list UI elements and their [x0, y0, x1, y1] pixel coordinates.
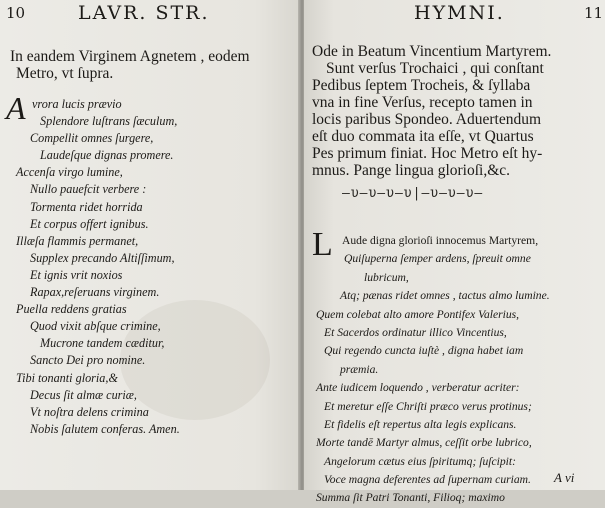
- verse-line: Et corpus offert ignibus.: [30, 216, 149, 231]
- verse-line: Vt noſtra delens crimina: [30, 404, 149, 419]
- right-running-head: HYMNI.: [414, 2, 505, 24]
- left-heading-line: Metro, vt ſupra.: [16, 65, 114, 82]
- left-page-number: 10: [6, 4, 26, 22]
- verse-line: Atq; pænas ridet omnes , tactus almo lumine.: [340, 289, 550, 303]
- verse-line: Quod vixit abſque crimine,: [30, 319, 161, 334]
- right-heading-line: Pes primum finiat. Hoc Metro eſt hy-: [312, 145, 543, 162]
- left-heading: [10, 48, 295, 82]
- verse-line: Et fidelis eſt repertus alta legis explicans.: [324, 417, 517, 431]
- right-page: [304, 0, 605, 505]
- verse-line: Nobis ſalutem conferas. Amen.: [30, 421, 180, 436]
- verse-line: Angelorum cætus eius ſpiritumq; ſuſcipit:: [324, 454, 516, 468]
- verse-line: Compellit omnes ſurgere,: [30, 131, 154, 146]
- left-page: [0, 0, 300, 490]
- right-hymn: [312, 232, 604, 508]
- verse-line: Tormenta ridet horrida: [30, 199, 143, 214]
- verse-line: Qui regendo cuncta iuſtè , digna habet iam: [324, 344, 524, 358]
- verse-line: Sancto Dei pro nomine.: [30, 353, 146, 368]
- verse-line: Morte tandē Martyr almus, ceſſit orbe lubrico,: [316, 436, 532, 450]
- right-page-number: 11: [584, 4, 604, 22]
- verse-line: Laudeſque dignas promere.: [40, 148, 174, 163]
- right-heading-line: locis paribus Spondeo. Aduertendum: [312, 111, 542, 128]
- verse-line: Decus ſit almæ curiæ,: [30, 387, 137, 402]
- verse-line: lubricum,: [364, 270, 409, 284]
- verse-line: Summa ſit Patri Tonanti, Filioq; maximo: [316, 491, 505, 505]
- right-heading-line: mnus. Pange lingua glorioſi,&c.: [312, 162, 511, 179]
- verse-line: vrora lucis prævio: [32, 97, 122, 111]
- right-drop-cap: L: [312, 226, 333, 263]
- verse-line: Accenſa virgo lumine,: [16, 165, 123, 180]
- meter-notation-text: —υ—υ—υ—υ|—υ—υ—υ—: [342, 186, 484, 201]
- left-heading-line: In eandem Virginem Agnetem , eodem: [10, 48, 250, 65]
- verse-line: Voce magna deferentes ad ſupernam curiam.: [324, 473, 531, 487]
- verse-line: Et ignis vrit noxios: [30, 267, 123, 282]
- verse-line: Nullo pauefcit verbere :: [30, 182, 147, 197]
- verse-line: Illæſa flammis permanet,: [16, 233, 139, 248]
- meter-notation: [326, 186, 576, 208]
- right-heading-line: Sunt verſus Trochaici , qui conſtant: [326, 60, 544, 77]
- verse-line: Aude digna glorioſi innocemus Martyrem,: [342, 234, 539, 247]
- left-running-head: LAVR. STR.: [78, 2, 210, 24]
- verse-line: Et Sacerdos ordinatur illico Vincentius,: [324, 325, 507, 339]
- verse-line: Rapax,reſeruans virginem.: [30, 285, 160, 300]
- right-heading-line: vna in fine Verſus, recepto tamen in: [312, 94, 533, 111]
- left-drop-cap: A: [6, 90, 26, 126]
- verse-line: Tibi tonanti gloria,&: [16, 370, 118, 385]
- verse-line: Supplex precando Altiſſimum,: [30, 250, 175, 265]
- verse-line: Et meretur eſſe Chriſti præco verus protinus;: [324, 399, 532, 413]
- verse-line: Quiſuperna ſemper ardens, ſpreuit omne: [344, 252, 531, 266]
- verse-line: Splendore luſtrans ſæculum,: [40, 114, 178, 129]
- verse-line: Puella reddens gratias: [16, 302, 127, 317]
- catchword: A vi: [554, 470, 575, 485]
- right-heading: [312, 43, 602, 179]
- right-heading-line: Pedibus ſeptem Trocheis, & ſyllaba: [312, 77, 531, 94]
- verse-line: Mucrone tandem cæditur,: [40, 336, 165, 351]
- verse-line: Quem colebat alto amore Pontifex Valerius,: [316, 307, 520, 321]
- left-hymn: [4, 96, 296, 438]
- verse-line: præmia.: [340, 362, 379, 376]
- right-heading-line: eſt duo commata ita eſſe, vt Quartus: [312, 128, 534, 145]
- right-heading-line: Ode in Beatum Vincentium Martyrem.: [312, 43, 552, 60]
- verse-line: Ante iudicem loquendo , verberatur acriter:: [316, 381, 520, 395]
